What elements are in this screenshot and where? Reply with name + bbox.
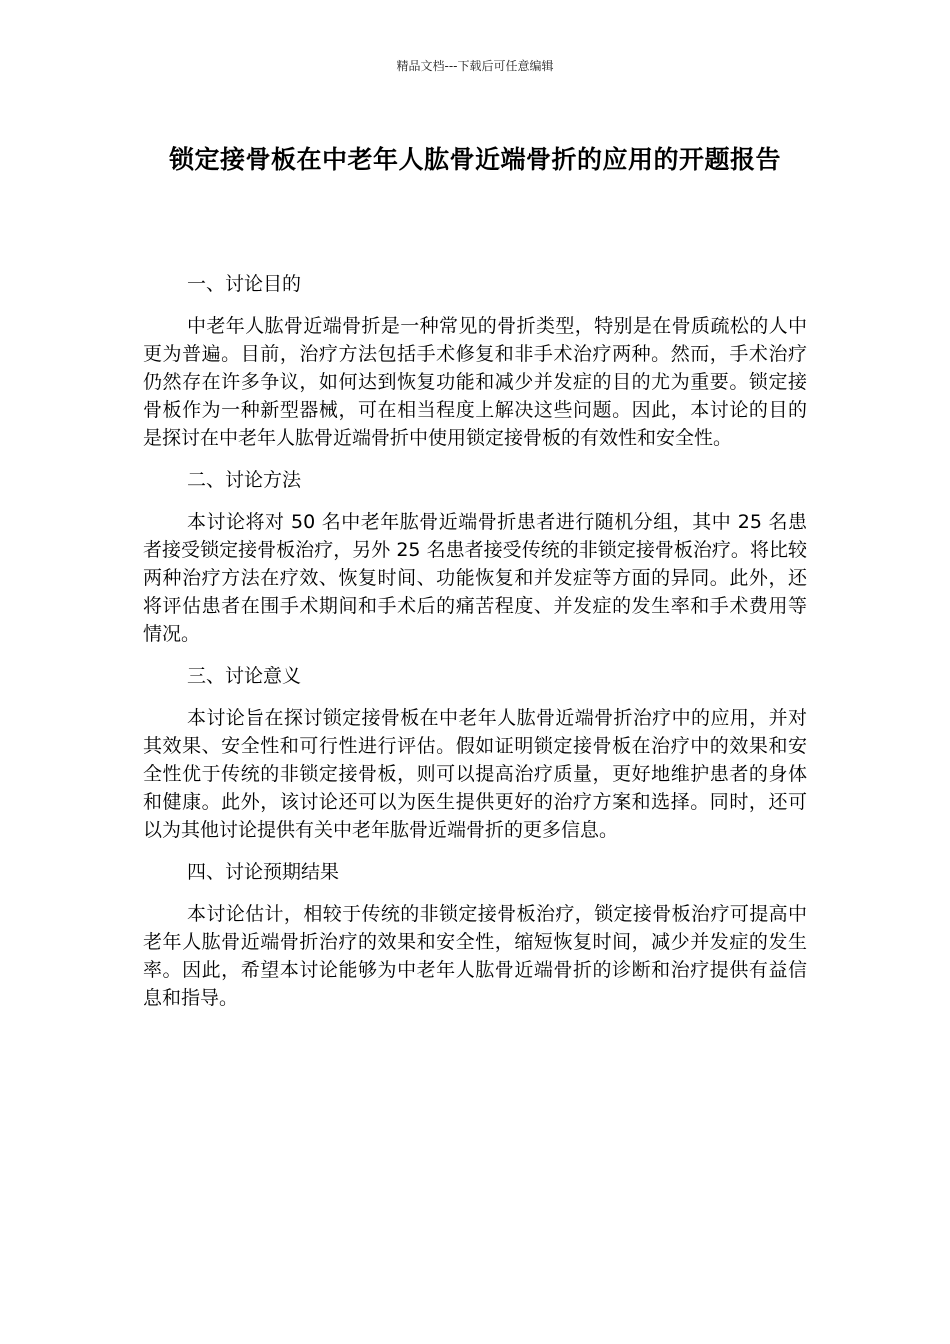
section-heading: 二、讨论方法 bbox=[187, 469, 302, 491]
section-expected-results bbox=[143, 858, 807, 1012]
section-heading: 四、讨论预期结果 bbox=[187, 861, 340, 883]
section-heading: 一、讨论目的 bbox=[187, 273, 302, 295]
document-body bbox=[143, 270, 807, 1026]
header-note: 精品文档---下载后可任意编辑 bbox=[396, 59, 554, 73]
section-heading: 三、讨论意义 bbox=[187, 665, 302, 687]
document-title: 锁定接骨板在中老年人肱骨近端骨折的应用的开题报告 bbox=[168, 145, 781, 174]
section-paragraph: 本讨论将对 50 名中老年肱骨近端骨折患者进行随机分组，其中 25 名患者接受锁定接骨板治疗，另外 25 名患者接受传统的非锁定接骨板治疗。将比较两种治疗方法在疗效、恢复时间、功能恢复和并发症等方面的异同。此外，还将评估患者在围手术期间和手术后的痛苦程度、并发症的发生率和手术费用等情况。 bbox=[143, 511, 807, 645]
section-paragraph: 本讨论旨在探讨锁定接骨板在中老年人肱骨近端骨折治疗中的应用，并对其效果、安全性和可行性进行评估。假如证明锁定接骨板在治疗中的效果和安全性优于传统的非锁定接骨板，则可以提高治疗质量，更好地维护患者的身体和健康。此外，该讨论还可以为医生提供更好的治疗方案和选择。同时，还可以为其他讨论提供有关中老年肱骨近端骨折的更多信息。 bbox=[143, 707, 807, 841]
section-paragraph: 本讨论估计，相较于传统的非锁定接骨板治疗，锁定接骨板治疗可提高中老年人肱骨近端骨折治疗的效果和安全性，缩短恢复时间，减少并发症的发生率。因此，希望本讨论能够为中老年人肱骨近端骨折的诊断和治疗提供有益信息和指导。 bbox=[143, 903, 807, 1009]
section-significance bbox=[143, 662, 807, 844]
section-method bbox=[143, 466, 807, 648]
section-purpose bbox=[143, 270, 807, 452]
section-paragraph: 中老年人肱骨近端骨折是一种常见的骨折类型，特别是在骨质疏松的人中更为普遍。目前，治疗方法包括手术修复和非手术治疗两种。然而，手术治疗仍然存在许多争议，如何达到恢复功能和减少并发症的目的尤为重要。锁定接骨板作为一种新型器械，可在相当程度上解决这些问题。因此，本讨论的目的是探讨在中老年人肱骨近端骨折中使用锁定接骨板的有效性和安全性。 bbox=[143, 315, 807, 449]
